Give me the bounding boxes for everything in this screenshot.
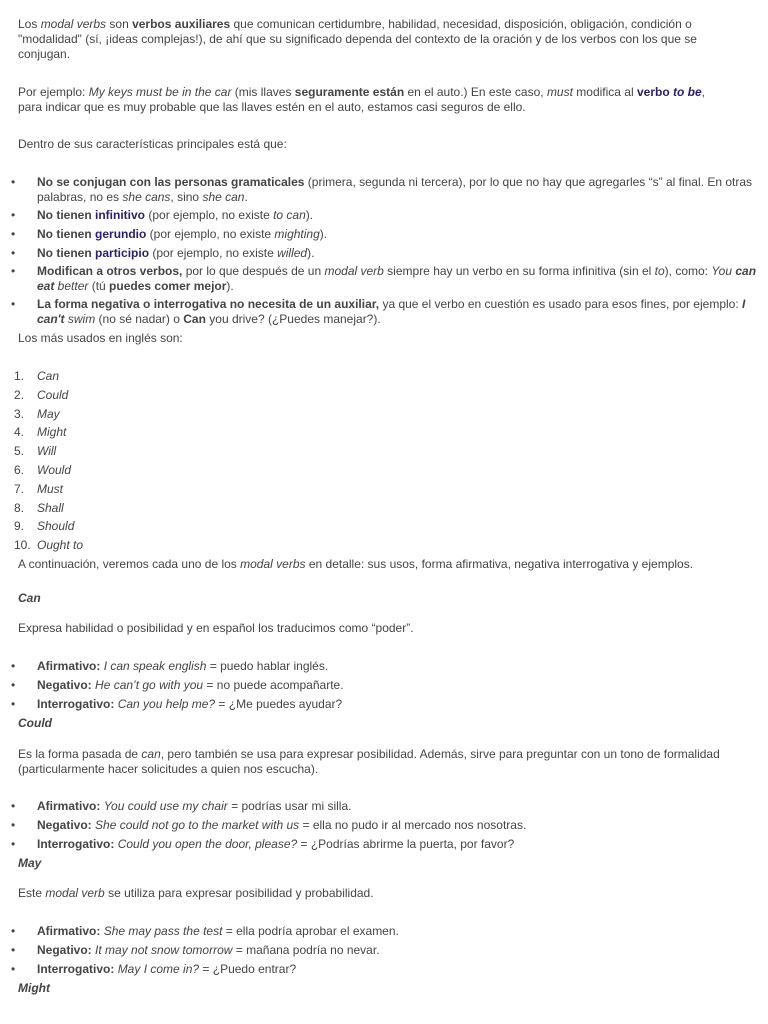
verbo-to-be-link[interactable]: verbo to be	[636, 85, 702, 99]
list-item: • No se conjugan con las personas gramaticales (primera, segunda ni tercera), por lo que no hay que agregarles “s” al final. En otras palabras, no es she cans, sino she can.	[37, 175, 763, 205]
examples-list-could	[0, 799, 763, 852]
list-item: • Afirmativo: I can speak english = puedo hablar inglés.	[37, 659, 763, 674]
infinitivo-link[interactable]: infinitivo	[95, 207, 146, 222]
most-used-intro: Los más usados en inglés son:	[18, 331, 183, 345]
list-item: • Interrogativo: May I come in? = ¿Puedo entrar?	[37, 962, 763, 977]
intro-paragraph: Los modal verbs son verbos auxiliares que comunican certidumbre, habilidad, necesidad, disposición, obligación, condición o "modalidad" (sí, ¡ideas complejas!), de ahí que su significado dependa del contexto de la oración y de los verbos con los que se conjugan.	[18, 17, 697, 61]
list-item: • Afirmativo: You could use my chair = podrías usar mi silla.	[37, 799, 763, 814]
list-item: • La forma negativa o interrogativa no necesita de un auxiliar, ya que el verbo en cuestión es usado para esos fines, por ejemplo: I can't swim (no sé nadar) o Can you drive? (¿Puedes manejar?).	[37, 297, 763, 327]
list-item: 5. Will	[14, 444, 57, 459]
section-title-can: Can	[18, 591, 41, 605]
characteristics-intro: Dentro de sus características principales está que:	[18, 137, 287, 151]
list-item: • Negativo: It may not snow tomorrow = mañana podría no nevar.	[37, 943, 763, 958]
list-item: 4. Might	[14, 425, 67, 440]
section-desc-can: Expresa habilidad o posibilidad y en español los traducimos como “poder”.	[18, 621, 414, 635]
list-item: 8. Shall	[14, 500, 64, 515]
list-item: • No tienen gerundio (por ejemplo, no existe mighting).	[37, 227, 763, 242]
participio-link[interactable]: participio	[95, 245, 150, 260]
list-item: 6. Would	[14, 462, 72, 477]
list-item: • Afirmativo: She may pass the test = ella podría aprobar el examen.	[37, 924, 763, 939]
gerundio-link[interactable]: gerundio	[95, 226, 147, 241]
list-item: 9. Should	[14, 519, 75, 534]
list-item: • Modifican a otros verbos, por lo que después de un modal verb siempre hay un verbo en su forma infinitiva (sin el to), como: You can eat better (tú puedes comer mejor).	[37, 264, 763, 294]
list-item: • Negativo: She could not go to the market with us = ella no pudo ir al mercado nos nosotras.	[37, 818, 763, 833]
list-item: 1. Can	[14, 369, 60, 383]
examples-list-may	[0, 924, 763, 977]
list-item: • Interrogativo: Could you open the door, please? = ¿Podrías abrirme la puerta, por favor?	[37, 837, 763, 852]
list-item: • No tienen infinitivo (por ejemplo, no existe to can).	[37, 208, 763, 223]
modal-verbs-list	[0, 367, 337, 555]
section-title-could: Could	[18, 716, 52, 730]
list-item: 7. Must	[14, 481, 64, 496]
section-title-might: Might	[18, 981, 50, 995]
examples-list-can	[0, 659, 763, 712]
list-item: 2. Could	[14, 387, 69, 402]
section-desc-may: Este modal verb se utiliza para expresar posibilidad y probabilidad.	[18, 886, 374, 900]
list-item: • Negativo: He can’t go with you = no puede acompañarte.	[37, 678, 763, 693]
section-title-may: May	[18, 856, 42, 870]
continuation-paragraph: A continuación, veremos cada uno de los modal verbs en detalle: sus usos, forma afirmativa, negativa interrogativa y ejemplos.	[18, 557, 694, 571]
section-desc-could: Es la forma pasada de can, pero también se usa para expresar posibilidad. Además, sirve para preguntar con un tono de formalidad (particularmente hacer solicitudes a quien nos escucha).	[18, 747, 720, 776]
list-item: • Interrogativo: Can you help me? = ¿Me puedes ayudar?	[37, 697, 763, 712]
example-paragraph: Por ejemplo: My keys must be in the car (mis llaves seguramente están en el auto.) En este caso, must modifica al verbo to be, para indicar que es muy probable que las llaves estén en el auto, estamos casi seguros de ello.	[18, 85, 706, 114]
characteristics-list	[0, 175, 763, 327]
list-item: 3. May	[14, 406, 60, 421]
list-item: • No tienen participio (por ejemplo, no existe willed).	[37, 246, 763, 261]
list-item: 10. Ought to	[14, 538, 84, 553]
